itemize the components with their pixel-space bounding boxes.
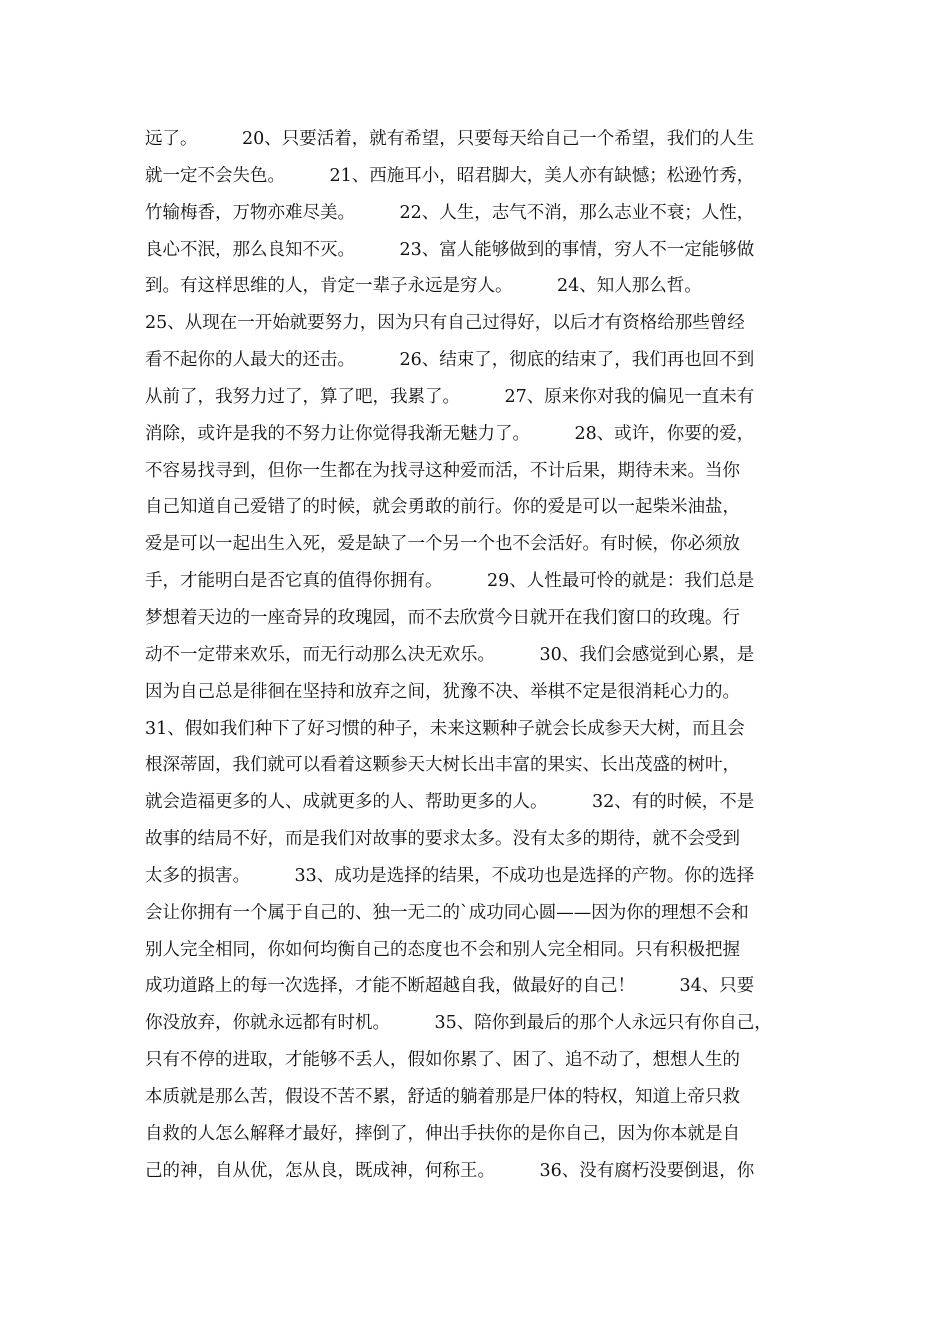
text-line: 动不一定带来欢乐，而无行动那么决无欢乐。 30、我们会感觉到心累，是 bbox=[145, 644, 755, 665]
text-line: 自己知道自己爱错了的时候，就会勇敢的前行。你的爱是可以一起柴米油盐， bbox=[145, 497, 740, 518]
text-line: 爱是可以一起出生入死，爱是缺了一个另一个也不会活好。有时候，你必须放 bbox=[145, 534, 740, 555]
text-line: 己的神，自从优，怎从良，既成神，何称王。 36、没有腐朽没要倒退，你 bbox=[145, 1160, 755, 1181]
text-line: 因为自己总是徘徊在坚持和放弃之间，犹豫不决、举棋不定是很消耗心力的。 bbox=[145, 681, 740, 702]
text-line: 31、假如我们种下了好习惯的种子，未来这颗种子就会长成参天大树，而且会 bbox=[145, 718, 745, 739]
text-line: 本质就是那么苦，假设不苦不累，舒适的躺着那是尸体的特权，知道上帝只救 bbox=[145, 1086, 740, 1107]
text-line: 就一定不会失色。 21、西施耳小，昭君脚大，美人亦有缺憾；松逊竹秀， bbox=[145, 165, 755, 186]
text-line: 就会造福更多的人、成就更多的人、帮助更多的人。 32、有的时候，不是 bbox=[145, 792, 755, 813]
text-line: 根深蒂固，我们就可以看着这颗参天大树长出丰富的果实、长出茂盛的树叶， bbox=[145, 755, 740, 776]
text-line: 良心不泯，那么良知不灭。 23、富人能够做到的事情，穷人不一定能够做 bbox=[145, 239, 755, 260]
text-line: 不容易找寻到，但你一生都在为找寻这种爱而活，不计后果，期待未来。当你 bbox=[145, 460, 740, 481]
text-line: 25、从现在一开始就要努力，因为只有自己过得好，以后才有资格给那些曾经 bbox=[145, 313, 745, 334]
text-line: 别人完全相同，你如何均衡自己的态度也不会和别人完全相同。只有积极把握 bbox=[145, 939, 740, 960]
body-text bbox=[145, 121, 825, 1189]
text-line: 太多的损害。 33、成功是选择的结果，不成功也是选择的产物。你的选择 bbox=[145, 865, 755, 886]
text-line: 成功道路上的每一次选择，才能不断超越自我，做最好的自己！ 34、只要 bbox=[145, 976, 755, 997]
text-line: 会让你拥有一个属于自己的、独一无二的`成功同心圆——因为你的理想不会和 bbox=[145, 902, 749, 923]
text-line: 手，才能明白是否它真的值得你拥有。 29、人性最可怜的就是：我们总是 bbox=[145, 571, 755, 592]
text-line: 只有不停的进取，才能够不丢人，假如你累了、困了、追不动了，想想人生的 bbox=[145, 1050, 740, 1071]
text-line: 自救的人怎么解释才最好，摔倒了，伸出手扶你的是你自己，因为你本就是自 bbox=[145, 1123, 740, 1144]
text-line: 你没放弃，你就永远都有时机。 35、陪你到最后的那个人永远只有你自己， bbox=[145, 1013, 772, 1034]
text-line: 到。有这样思维的人，肯定一辈子永远是穷人。 24、知人那么哲。 bbox=[145, 276, 702, 297]
text-line: 远了。 20、只要活着，就有希望，只要每天给自己一个希望，我们的人生 bbox=[145, 129, 755, 149]
text-line: 竹输梅香，万物亦难尽美。 22、人生，志气不消，那么志业不衰；人性， bbox=[145, 202, 755, 223]
text-line: 消除，或许是我的不努力让你觉得我渐无魅力了。 28、或许，你要的爱， bbox=[145, 423, 755, 444]
text-line: 从前了，我努力过了，算了吧，我累了。 27、原来你对我的偏见一直未有 bbox=[145, 386, 755, 407]
text-line: 看不起你的人最大的还击。 26、结束了，彻底的结束了，我们再也回不到 bbox=[145, 350, 755, 371]
text-line: 故事的结局不好，而是我们对故事的要求太多。没有太多的期待，就不会受到 bbox=[145, 829, 740, 850]
text-line: 梦想着天边的一座奇异的玫瑰园，而不去欣赏今日就开在我们窗口的玫瑰。行 bbox=[145, 607, 740, 628]
